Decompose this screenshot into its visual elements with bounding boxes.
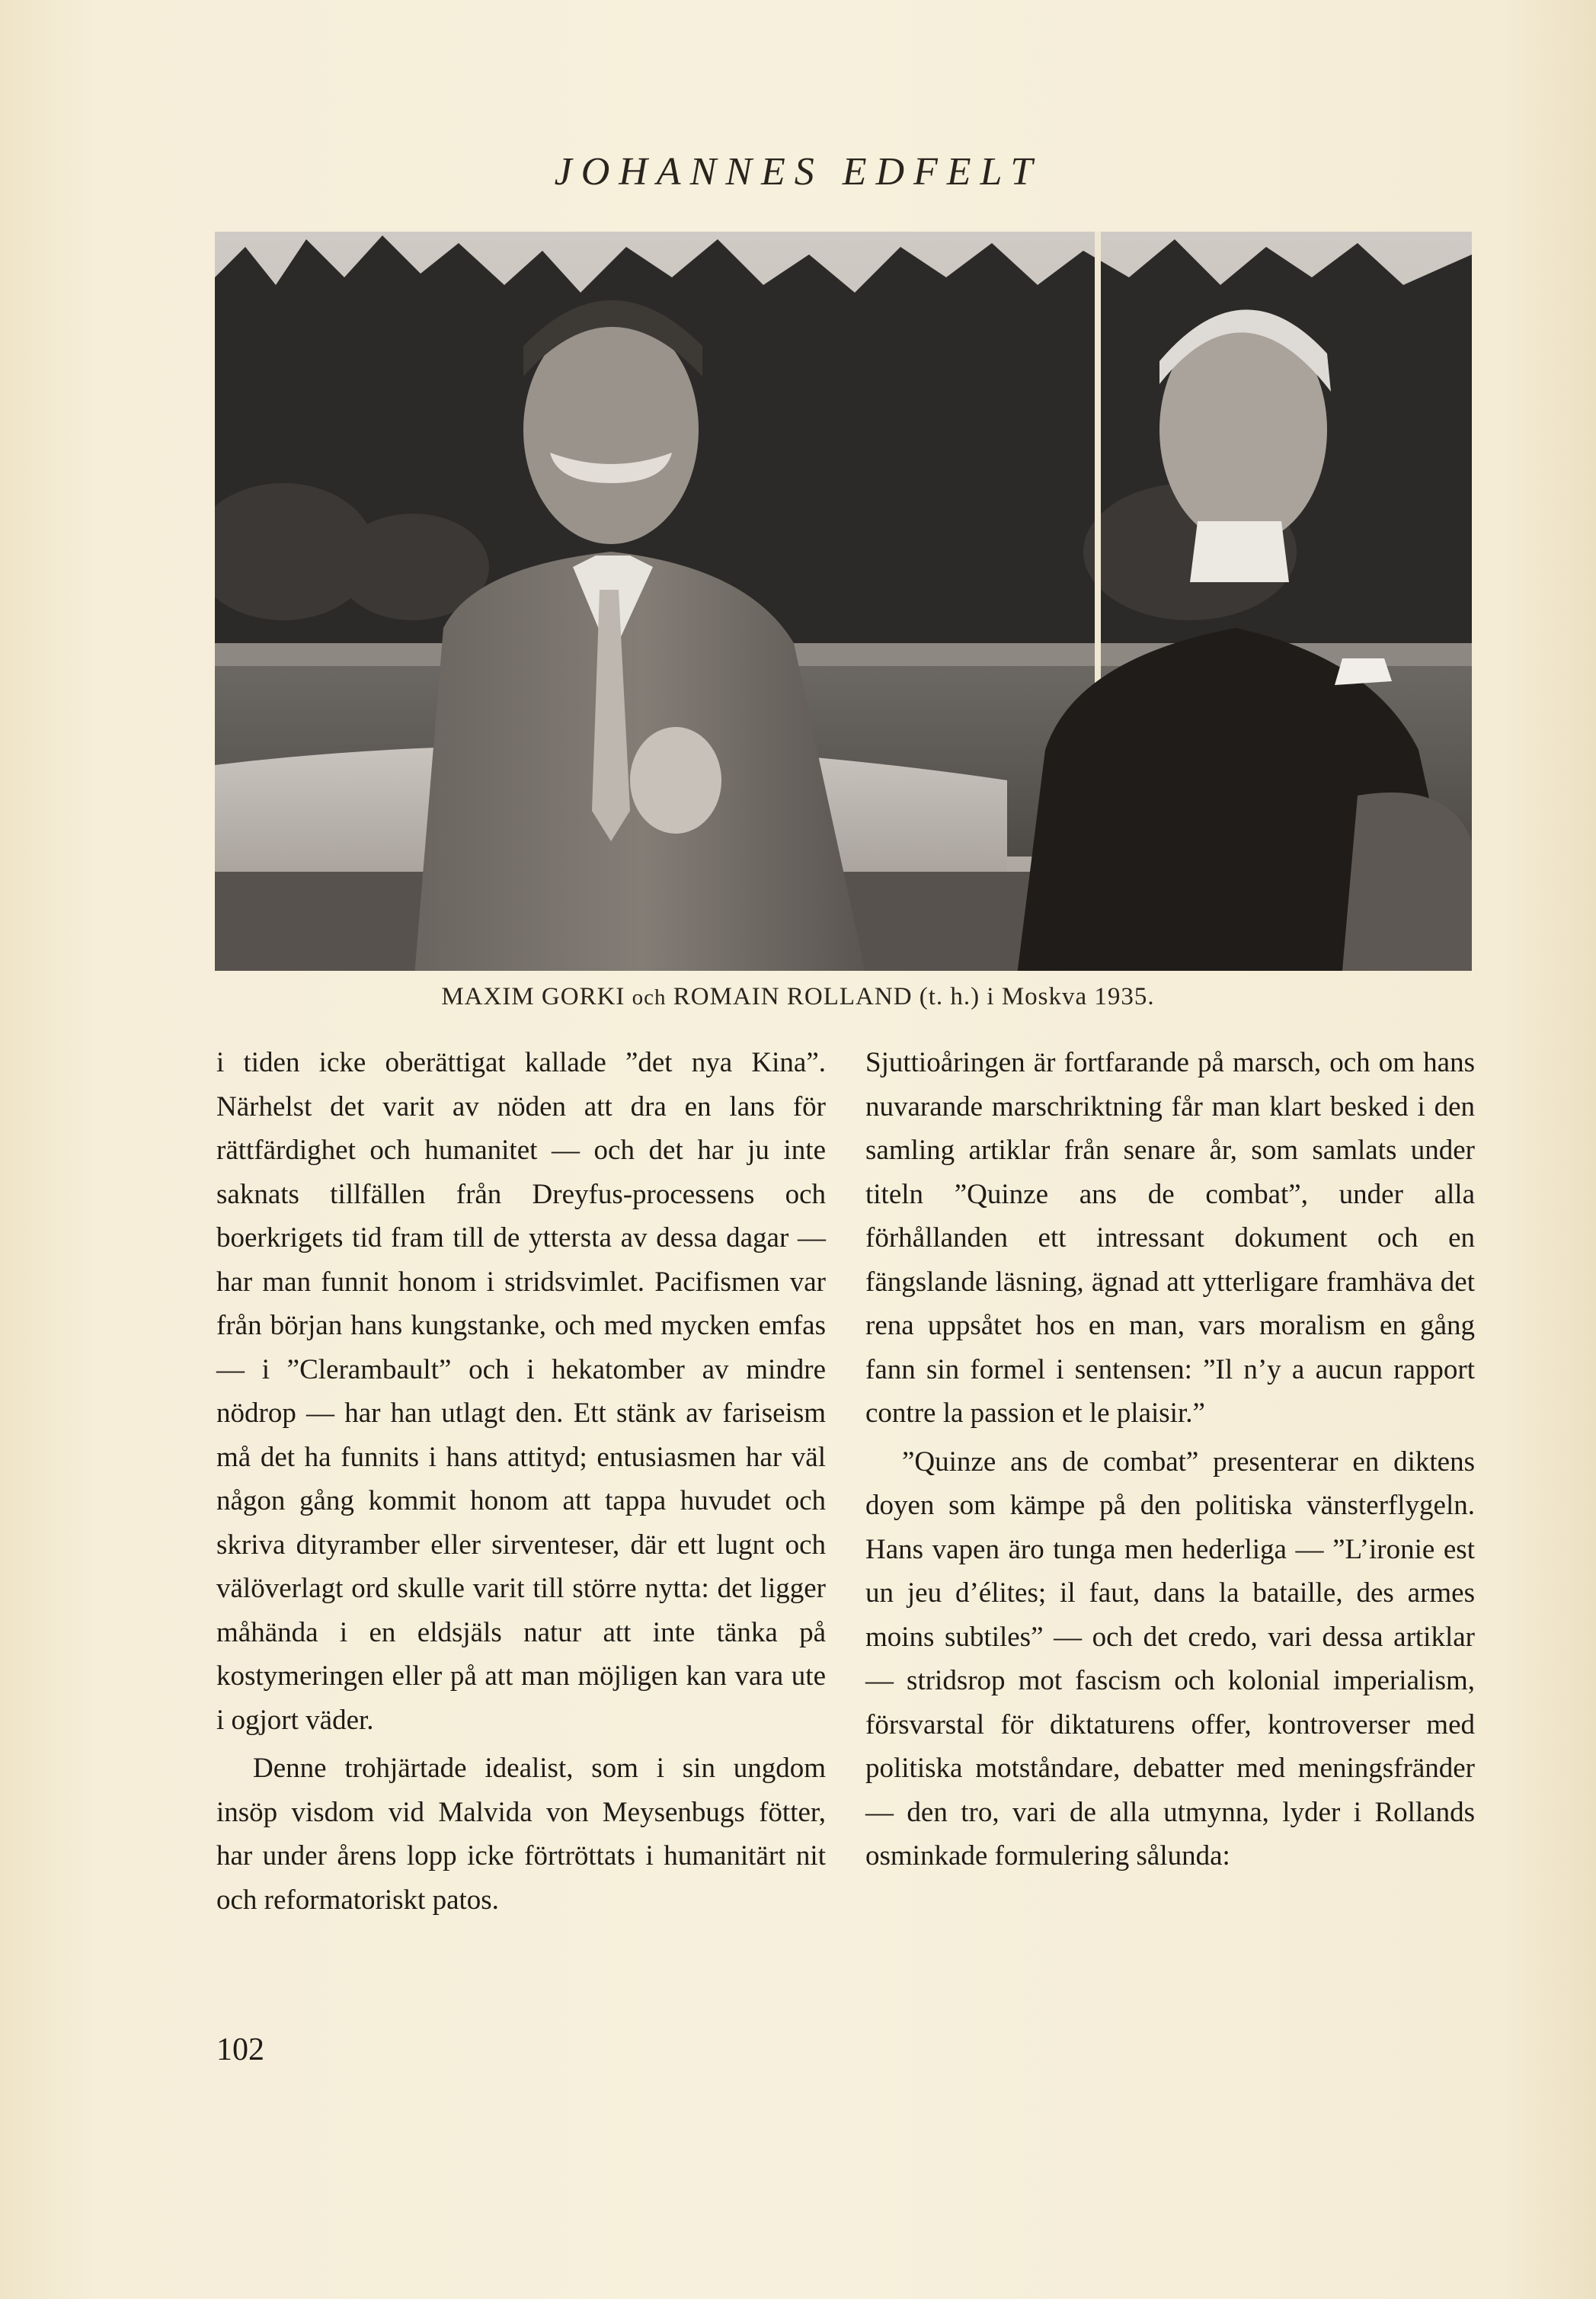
caption-name-rolland: ROMAIN ROLLAND (t. h.) i Moskva 1935.: [673, 983, 1155, 1010]
right-paragraph-2: ”Quinze ans de combat” presenterar en diktens doyen som kämpe på den politiska vänsterflygeln. Hans vapen äro tunga men hederliga — ”L’ironie est un jeu d’élites; il faut, dans la bataille, des armes moins subtiles” — och det credo, vari dessa artiklar — stridsrop mot fascism och kolonial imperialism, försvarstal för diktaturens offer, kontroverser med politiska motståndare, debatter med meningsfränder — den tro, vari de alla utmynna, lyder i Rollands osminkade formulering sålunda:: [865, 1446, 1475, 1872]
photo-caption: [0, 983, 1596, 1011]
page-number: 102: [216, 2032, 264, 2067]
left-paragraph-1: i tiden icke oberättigat kallade ”det nya Kina”. Närhelst det varit av nöden att dra en lans för rättfärdighet och humanitet — och det har ju inte saknats tillfällen från Dreyfus-processens och boerkrigets tid fram till de yttersta av dessa dagar — har man funnit honom i stridsvimlet. Pacifismen var från början hans kungstanke, och med mycken emfas — i ”Clerambault” och i hekatomber av mindre nödrop — har han utlagt den. Ett stänk av fariseism må det ha funnits i hans attityd; entusiasmen har väl någon gång kommit honom att tappa huvudet och skriva dityramber eller sirventeser, där ett lugnt och välöverlagt ord skulle varit till större nytta: det ligger måhända i en eldsjäls natur att inte tänka på kostymeringen eller på att man möjligen kan vara ute i ogjort väder.: [216, 1047, 826, 1736]
left-text-column: [216, 1041, 826, 1922]
caption-name-gorki: MAXIM GORKI: [441, 983, 625, 1010]
right-paragraph-1: Sjuttioåringen är fortfarande på marsch, och om hans nuvarande marschriktning får man klart besked i den samling artiklar från senare år, som samlats under titeln ”Quinze ans de combat”, under alla förhållanden ett intressant dokument och en fängslande läsning, ägnad att ytterligare framhäva det rena uppsåtet hos en man, vars moralism en gång fann sin formel i sentensen: ”Il n’y a aucun rapport contre la passion et le plaisir.”: [865, 1047, 1475, 1429]
caption-conjunction: och: [632, 985, 667, 1010]
left-paragraph-2: Denne trohjärtade idealist, som i sin ungdom insöp visdom vid Malvida von Meysenbugs fötter, har under årens lopp icke förtröttats i humanitärt nit och reformatoriskt patos.: [216, 1753, 826, 1916]
right-text-column: [865, 1041, 1475, 1878]
photograph-gorki-rolland: [215, 232, 1472, 971]
photo-illustration: [215, 232, 1472, 971]
running-head: JOHANNES EDFELT: [554, 150, 1042, 194]
